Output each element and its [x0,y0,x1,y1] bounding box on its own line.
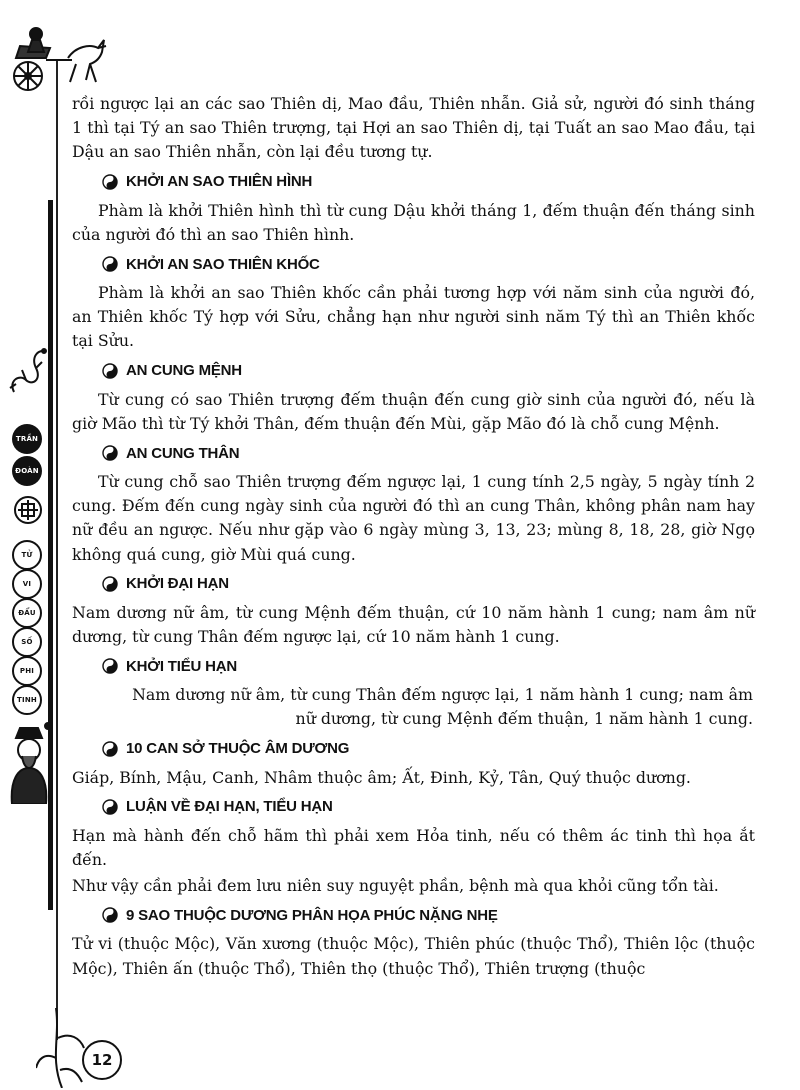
rail-badge-so: SỐ [12,627,42,657]
yin-yang-icon [102,256,118,272]
section-heading-text: 10 CAN SỞ THUỘC ÂM DƯƠNG [126,740,350,758]
section-paragraph: Như vậy cần phải đem lưu niên suy nguyệt phần, bệnh mà qua khỏi cũng tổn tài. [72,876,719,896]
knot-ornament-icon [12,494,44,526]
section-heading-thien-hinh [72,165,755,199]
yin-yang-icon [102,658,118,674]
yin-yang-icon [102,799,118,815]
section-paragraph: Phàm là khởi an sao Thiên khốc cần phải tương hợp với năm sinh của người đó, an Thiên khốc Tý hợp với Sửu, chẳng hạn như người sinh năm Tý thì an Thiên khốc tại Sửu. [72,283,755,351]
rail-badge-vi: VI [12,569,42,599]
rail-badge-phi: PHI [12,656,42,686]
rail-line [56,60,58,1040]
yin-yang-icon [102,576,118,592]
section-heading-text: LUẬN VỀ ĐẠI HẠN, TIỂU HẠN [126,798,333,816]
section-heading-tieu-han [72,649,755,683]
bamboo-flourish-illustration [36,1008,86,1088]
section-paragraph: Giáp, Bính, Mậu, Canh, Nhâm thuộc âm; Ất, Đinh, Kỷ, Tân, Quý thuộc dương. [72,767,691,787]
section-heading-text: KHỞI ĐẠI HẠN [126,575,229,593]
section-heading-text: AN CUNG MỆNH [126,362,242,380]
section-heading-dai-han [72,567,755,601]
section-paragraph: Từ cung có sao Thiên trượng đếm thuận đến cung giờ sinh của người đó, nếu là giờ Mão thì từ Tý khởi Thân, đếm thuận đến Mùi, gặp Mão đó là chỗ cung Mệnh. [72,389,755,433]
page-number: 12 [82,1040,122,1080]
rail-badge-tinh: TINH [12,685,42,715]
rail-badge-tran: TRẦN [12,424,42,454]
section-paragraph: Tử vi (thuộc Mộc), Văn xương (thuộc Mộc), Thiên phúc (thuộc Thổ), Thiên lộc (thuộc Mộc), Thiên ấn (thuộc Thổ), Thiên thọ (thuộc Thổ), Thiên trượng (thuộc [72,934,755,978]
section-heading-text: KHỞI AN SAO THIÊN KHỐC [126,255,320,273]
scholar-figure-illustration [4,720,54,804]
section-heading-text: AN CUNG THÂN [126,444,240,462]
section-heading-text: 9 SAO THUỘC DƯƠNG PHÂN HỌA PHÚC NẶNG NHẸ [126,906,498,924]
section-heading-cung-than [72,436,755,470]
section-heading-10-can [72,732,755,766]
yin-yang-icon [102,363,118,379]
rail-badge-dau: ĐẨU [12,598,42,628]
section-paragraph: Hạn mà hành đến chỗ hãm thì phải xem Hỏa tinh, nếu có thêm ác tinh thì họa ắt đến. [72,825,755,870]
dragon-illustration [6,340,50,402]
section-heading-cung-menh [72,354,755,388]
section-heading-text: KHỞI AN SAO THIÊN HÌNH [126,173,313,191]
section-heading-luan-han [72,790,755,824]
yin-yang-icon [102,174,118,190]
page-content [72,92,755,981]
section-heading-thien-khoc [72,247,755,281]
section-paragraph: Phàm là khởi Thiên hình thì từ cung Dậu khởi tháng 1, đếm thuận đến tháng sinh của người đó thì an sao Thiên hình. [72,200,755,244]
intro-paragraph: rồi ngược lại an các sao Thiên dị, Mao đầu, Thiên nhẫn. Giả sử, người đó sinh tháng 1 thì tại Tý an sao Thiên trượng, tại Hợi an sao Thiên dị, tại Tuất an sao Mao đầu, tại Dậu an sao Thiên nhẫn, còn lại đều tương tự. [72,94,755,162]
yin-yang-icon [102,907,118,923]
section-line: nữ dương, từ cung Mệnh đếm thuận, 1 năm hành 1 cung. [295,709,753,729]
section-heading-text: KHỞI TIỂU HẠN [126,657,238,675]
section-paragraph: Nam dương nữ âm, từ cung Mệnh đếm thuận, cứ 10 năm hành 1 cung; nam âm nữ dương, từ cung Thân đếm ngược lại, cứ 10 năm hành 1 cung. [72,602,755,647]
rail-badge-doan: ĐOÀN [12,456,42,486]
horse-cart-illustration [6,18,110,98]
rail-badge-tu: TỬ [12,540,42,570]
section-heading-9-sao [72,898,755,932]
section-paragraph: Từ cung chỗ sao Thiên trượng đếm ngược lại, 1 cung tính 2,5 ngày, 5 ngày tính 2 cung. Đếm đến cung ngày sinh của người đó thì an cung Thân, không phân nam hay nữ đều an ngược. Nếu như gặp vào 6 ngày mùng 3, 13, 23; mùng 8, 18, 28, giờ Ngọ không quá cung, giờ Mùi quá cung. [72,472,755,564]
yin-yang-icon [102,445,118,461]
yin-yang-icon [102,741,118,757]
section-line: Nam dương nữ âm, từ cung Thân đếm ngược lại, 1 năm hành 1 cung; nam âm [132,685,753,705]
